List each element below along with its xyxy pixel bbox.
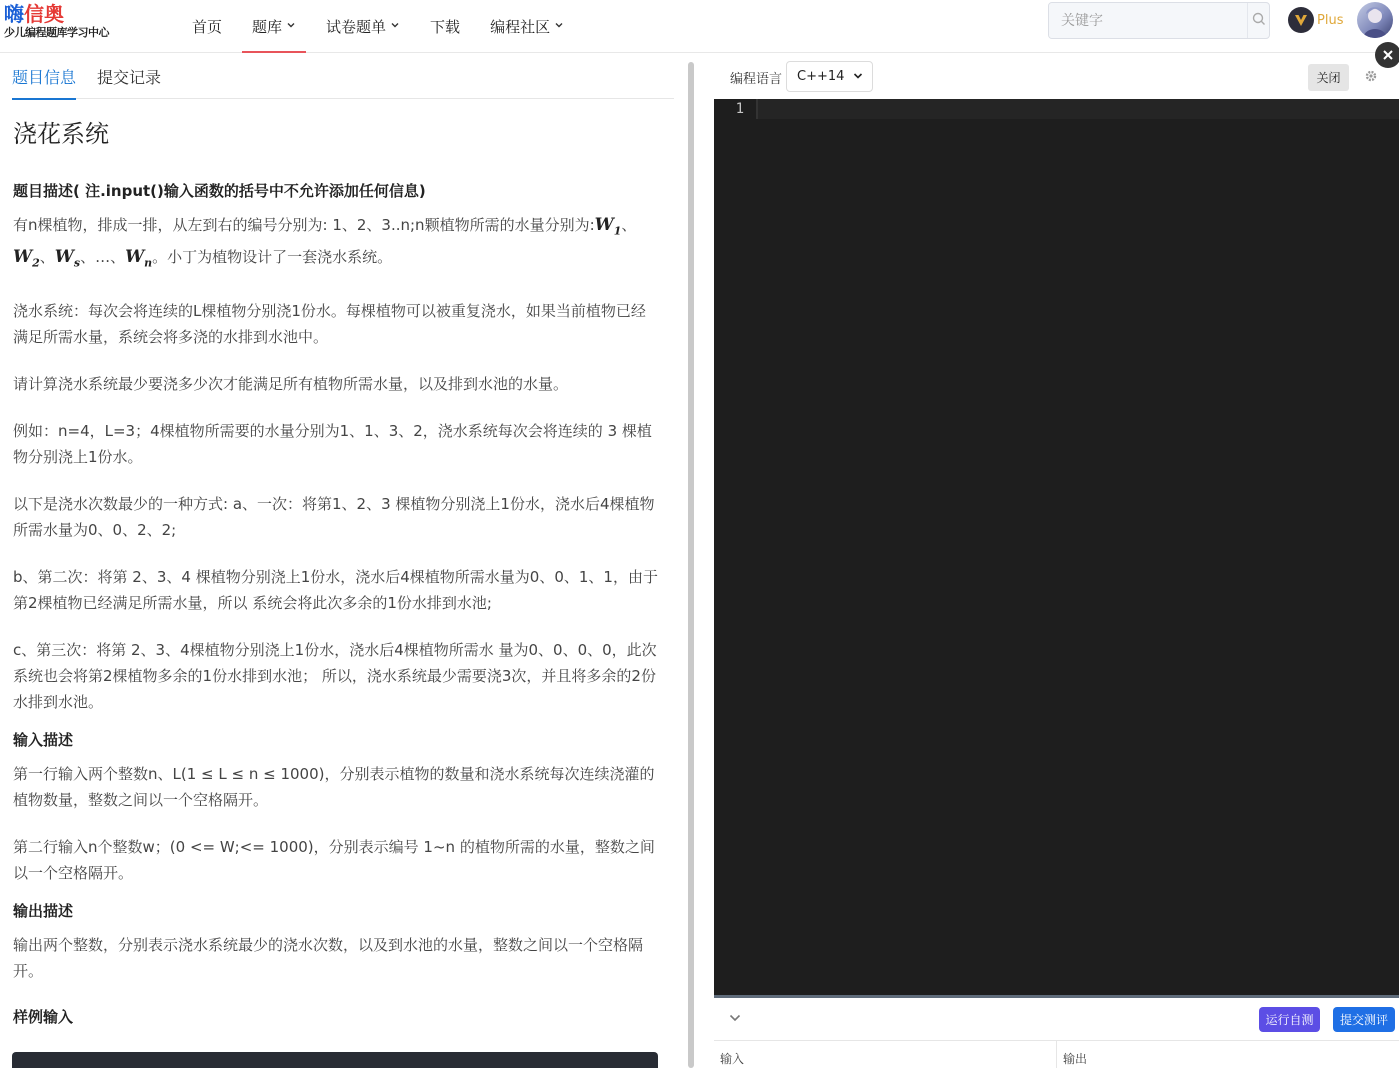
current-line-highlight xyxy=(756,99,1399,119)
description-paragraph: c、第三次：将第 2、3、4棵植物分别浇上1份水，浇水后4棵植物所需水 量为0、0、0、0，此次系统也会将第2棵植物多余的1份水排到水池； 所以，浇水系统最少需要浇3次，并且将多余的2份水排到水池。 xyxy=(13,640,657,711)
language-select[interactable] xyxy=(786,61,873,92)
description-paragraph: b、第二次：将第 2、3、4 棵植物分别浇上1份水，浇水后4棵植物所需水量为0、0、1、1，由于第2棵植物已经满足所需水量，所以 系统会将此次多余的1份水排到水池; xyxy=(13,567,658,612)
gear-icon[interactable] xyxy=(1364,68,1378,87)
top-navbar xyxy=(0,0,1399,53)
close-icon xyxy=(1382,49,1394,61)
main-nav xyxy=(182,0,584,53)
search-box xyxy=(1048,2,1270,39)
left-panel-scrollbar[interactable] xyxy=(688,62,694,1068)
close-editor-button[interactable]: 关闭 xyxy=(1308,64,1349,91)
description-paragraph: 有n棵植物，排成一排，从左到右的编号分别为: 1、2、3..n;n颗植物所需的水量分别为$:W_1$、$W_2$、$W_s$、…、$W_n$。小丁为植物设计了一套浇水系统。 xyxy=(13,215,637,270)
problem-tabs xyxy=(12,54,674,99)
description-paragraph: 请计算浇水系统最少要浇多少次才能满足所有植物所需水量，以及排到水池的水量。 xyxy=(13,374,569,393)
logo-subtitle: 少儿编程题库学习中心 xyxy=(4,26,109,39)
line-number: 1 xyxy=(735,101,744,117)
language-label: 编程语言 xyxy=(730,72,783,87)
editor-actions-bar xyxy=(714,998,1399,1040)
tab-problem-info[interactable]: 题目信息 xyxy=(12,54,76,99)
math-ellipsis: 、…、 xyxy=(80,248,126,267)
logo-text-part1: 嗨 xyxy=(4,2,24,26)
math-w2: $W_2$ xyxy=(13,247,40,270)
output-heading: 输出描述 xyxy=(13,901,74,920)
description-tail: 。小丁为植物设计了一套浇水系统。 xyxy=(152,248,393,267)
code-editor[interactable] xyxy=(714,99,1399,995)
editor-toolbar xyxy=(704,54,1399,99)
input-paragraph: 第二行输入n个整数w；(0 <= W;<= 1000)，分别表示编号 1~n 的植物所需的水量，整数之间以一个空格隔开。 xyxy=(13,837,655,882)
nav-problem-bank-label: 题库 xyxy=(252,18,283,36)
math-w1: $W_1$ xyxy=(594,215,622,238)
plus-label: Plus xyxy=(1317,12,1344,28)
tab-submission-records[interactable]: 提交记录 xyxy=(97,68,162,87)
user-avatar[interactable] xyxy=(1357,2,1393,38)
input-area[interactable] xyxy=(714,1041,1056,1068)
nav-paper-lists-label: 试卷题单 xyxy=(326,18,387,36)
problem-panel xyxy=(0,54,686,1068)
code-editor-panel xyxy=(704,54,1399,1068)
input-label: 输入 xyxy=(720,1052,745,1066)
run-test-button[interactable]: 运行自测 xyxy=(1259,1007,1320,1032)
nav-download-label: 下载 xyxy=(430,18,461,36)
math-wn: $W_n$ xyxy=(125,247,153,270)
search-button[interactable] xyxy=(1247,3,1269,38)
site-logo[interactable] xyxy=(4,2,124,42)
search-icon xyxy=(1252,11,1266,30)
nav-home-label: 首页 xyxy=(192,18,223,36)
description-text: 有n棵植物，排成一排，从左到右的编号分别为: 1、2、3..n;n颗植物所需的水量分别为: xyxy=(13,216,595,234)
chevron-down-icon[interactable] xyxy=(728,1010,742,1029)
input-paragraph: 第一行输入两个整数n、L(1 ≤ L ≤ n ≤ 1000)，分别表示植物的数量和浇水系统每次连续浇灌的植物数量，整数之间以一个空格隔开。 xyxy=(13,764,655,809)
nav-community-label: 编程社区 xyxy=(490,18,551,36)
sample-input-code-block xyxy=(12,1052,658,1068)
logo-text-part2: 信奥 xyxy=(24,2,64,26)
description-paragraph: 例如：n=4，L=3；4棵植物所需要的水量分别为1、1、3、2，浇水系统每次会将连续的 3 棵植物分别浇上1份水。 xyxy=(13,421,652,466)
nav-download[interactable] xyxy=(420,0,470,53)
chevron-down-icon xyxy=(390,20,400,33)
description-paragraph: 以下是浇水次数最少的一种方式: a、一次：将第1、2、3 棵植物分别浇上1份水，浇水后4棵植物所需水量为0、0、2、2; xyxy=(13,494,655,539)
editor-gutter xyxy=(714,99,756,995)
nav-problem-bank[interactable] xyxy=(242,0,306,53)
problem-content xyxy=(13,114,658,1038)
description-paragraph: 浇水系统：每次会将连续的L棵植物分别浇1份水。每棵植物可以被重复浇水，如果当前植物已经满足所需水量，系统会将多浇的水排到水池中。 xyxy=(13,301,646,346)
output-area xyxy=(1056,1041,1399,1068)
submit-judge-button[interactable]: 提交测评 xyxy=(1333,1007,1395,1032)
nav-home[interactable] xyxy=(182,0,232,53)
close-panel-button[interactable] xyxy=(1375,42,1399,68)
nav-community[interactable] xyxy=(480,0,574,53)
problem-title: 浇花系统 xyxy=(13,120,109,148)
input-heading: 输入描述 xyxy=(13,730,74,749)
description-heading: 题目描述( 注.input()输入函数的括号中不允许添加任何信息) xyxy=(13,182,426,200)
vip-badge-icon xyxy=(1288,7,1314,33)
search-input[interactable] xyxy=(1049,3,1247,38)
nav-paper-lists[interactable] xyxy=(316,0,410,53)
chevron-down-icon xyxy=(554,20,564,33)
output-paragraph: 输出两个整数，分别表示浇水系统最少的浇水次数，以及到水池的水量，整数之间以一个空格隔开。 xyxy=(13,935,644,980)
language-value: C++14 xyxy=(797,69,845,84)
chevron-down-icon xyxy=(852,70,864,85)
math-ws: $W_s$ xyxy=(54,247,81,270)
chevron-down-icon xyxy=(286,20,296,33)
sample-input-heading: 样例输入 xyxy=(13,1007,74,1026)
io-panel xyxy=(714,1040,1399,1068)
plus-membership[interactable] xyxy=(1288,7,1343,33)
output-label: 输出 xyxy=(1063,1052,1088,1066)
